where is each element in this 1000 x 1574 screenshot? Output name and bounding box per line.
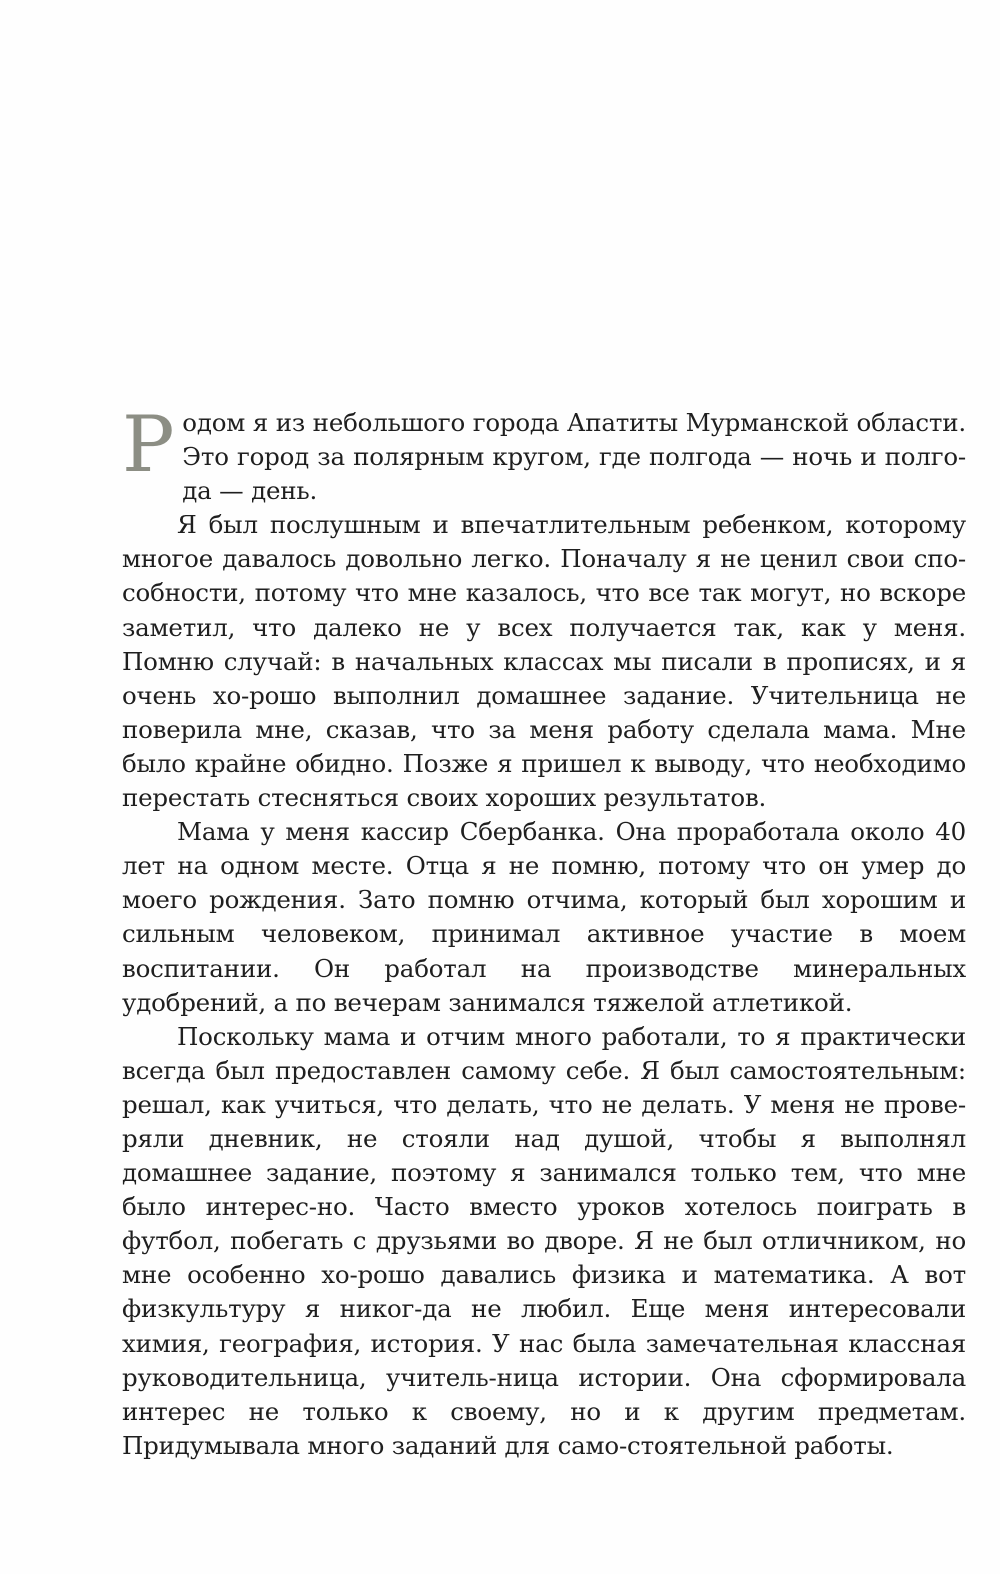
- paragraph-3: Мама у меня кассир Сбербанка. Она проработала около 40 лет на одном месте. Отца я не помню, потому что он умер до моего рождения. Зато помню отчима, который был хорошим и сильным человеком, принимал активное участие в моем воспитании. Он работал на производстве минеральных удобрений, а по вечерам занимался тяжелой атлетикой.: [122, 817, 966, 1017]
- drop-cap-letter: Р: [122, 400, 175, 490]
- paragraph-1-text: одом я из небольшого города Апатиты Мурманской области. Это город за полярным кругом, где полгода — ночь и полго-да — день.: [182, 408, 966, 506]
- paragraph-4: Поскольку мама и отчим много работали, то я практически всегда был предоставлен самому себе. Я был самостоятельным: решал, как учиться, что делать, что не делать. У меня не прове-ряли дневник, не стояли над душой, чтобы я выполнял домашнее задание, поэтому я занимался только тем, что мне было интерес-но. Часто вместо уроков хотелось поиграть в футбол, побегать с друзьями во дворе. Я не был отличником, но мне особенно хо-рошо давались физика и математика. А вот физкультуру я никог-да не любил. Еще меня интересовали химия, география, история. У нас была замечательная классная руководительница, учитель-ница истории. Она сформировала интерес не только к своему, но и к другим предметам. Придумывала много заданий для само-стоятельной работы.: [122, 1021, 966, 1460]
- paragraph-2: Я был послушным и впечатлительным ребенком, которому многое давалось довольно легко. Поначалу я не ценил свои спо-собности, потому что мне казалось, что все так могут, но вскоре заметил, что далеко не у всех получается так, как у меня. Помню случай: в начальных классах мы писали в прописях, и я очень хо-рошо выполнил домашнее задание. Учительница не поверила мне, сказав, что за меня работу сделала мама. Мне было крайне обидно. Позже я пришел к выводу, что необходимо перестать стесняться своих хороших результатов.: [122, 510, 966, 813]
- paragraph-1: [122, 400, 966, 508]
- chapter-body-text: [122, 400, 966, 1463]
